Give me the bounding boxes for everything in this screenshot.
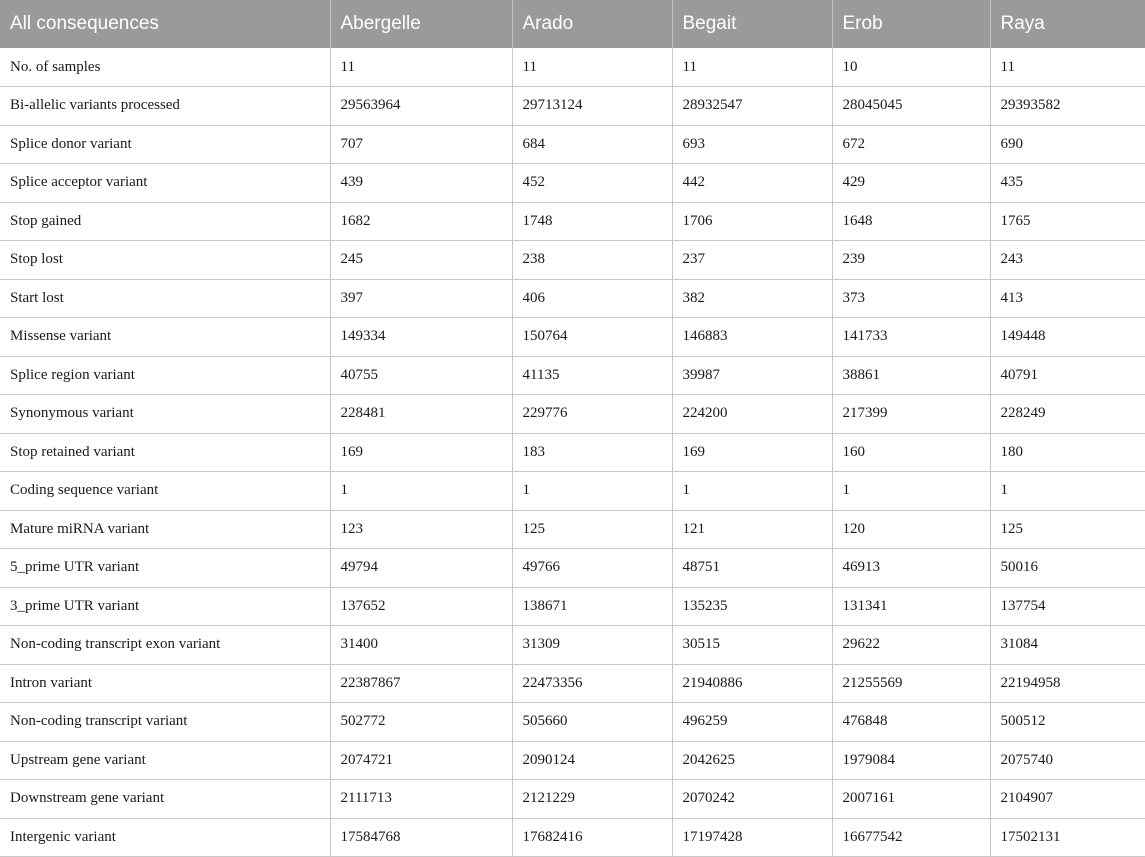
- cell-erob: 120: [832, 510, 990, 549]
- cell-arado: 2121229: [512, 780, 672, 819]
- row-label: 3_prime UTR variant: [0, 587, 330, 626]
- table-row: [0, 87, 1145, 126]
- cell-begait: 442: [672, 164, 832, 203]
- cell-abergelle: 439: [330, 164, 512, 203]
- row-label: 5_prime UTR variant: [0, 549, 330, 588]
- cell-abergelle: 22387867: [330, 664, 512, 703]
- row-label: Non-coding transcript variant: [0, 703, 330, 742]
- cell-erob: 672: [832, 125, 990, 164]
- cell-erob: 141733: [832, 318, 990, 357]
- cell-abergelle: 2074721: [330, 741, 512, 780]
- cell-begait: 30515: [672, 626, 832, 665]
- cell-erob: 16677542: [832, 818, 990, 857]
- cell-raya: 690: [990, 125, 1145, 164]
- cell-raya: 149448: [990, 318, 1145, 357]
- cell-raya: 435: [990, 164, 1145, 203]
- row-label: Non-coding transcript exon variant: [0, 626, 330, 665]
- cell-raya: 413: [990, 279, 1145, 318]
- cell-arado: 125: [512, 510, 672, 549]
- cell-begait: 382: [672, 279, 832, 318]
- cell-erob: 373: [832, 279, 990, 318]
- cell-abergelle: 502772: [330, 703, 512, 742]
- row-label: Mature miRNA variant: [0, 510, 330, 549]
- cell-abergelle: 245: [330, 241, 512, 280]
- cell-abergelle: 2111713: [330, 780, 512, 819]
- cell-arado: 452: [512, 164, 672, 203]
- table-row: [0, 433, 1145, 472]
- table-row: [0, 549, 1145, 588]
- cell-begait: 496259: [672, 703, 832, 742]
- cell-erob: 217399: [832, 395, 990, 434]
- table-row: [0, 318, 1145, 357]
- row-label: Start lost: [0, 279, 330, 318]
- cell-arado: 22473356: [512, 664, 672, 703]
- cell-abergelle: 707: [330, 125, 512, 164]
- table-row: [0, 818, 1145, 857]
- table-row: [0, 395, 1145, 434]
- cell-raya: 228249: [990, 395, 1145, 434]
- row-label: No. of samples: [0, 48, 330, 87]
- header-row: [0, 0, 1145, 48]
- header-raya: Raya: [990, 0, 1145, 48]
- cell-erob: 28045045: [832, 87, 990, 126]
- cell-begait: 693: [672, 125, 832, 164]
- cell-erob: 1648: [832, 202, 990, 241]
- table-row: [0, 241, 1145, 280]
- cell-arado: 1: [512, 472, 672, 511]
- row-label: Upstream gene variant: [0, 741, 330, 780]
- cell-arado: 183: [512, 433, 672, 472]
- cell-erob: 2007161: [832, 780, 990, 819]
- cell-arado: 229776: [512, 395, 672, 434]
- row-label: Synonymous variant: [0, 395, 330, 434]
- row-label: Intergenic variant: [0, 818, 330, 857]
- cell-raya: 137754: [990, 587, 1145, 626]
- cell-begait: 1706: [672, 202, 832, 241]
- cell-arado: 11: [512, 48, 672, 87]
- cell-begait: 2042625: [672, 741, 832, 780]
- cell-raya: 31084: [990, 626, 1145, 665]
- header-abergelle: Abergelle: [330, 0, 512, 48]
- cell-begait: 39987: [672, 356, 832, 395]
- cell-erob: 131341: [832, 587, 990, 626]
- table-row: [0, 356, 1145, 395]
- cell-begait: 146883: [672, 318, 832, 357]
- cell-arado: 238: [512, 241, 672, 280]
- cell-begait: 1: [672, 472, 832, 511]
- cell-arado: 684: [512, 125, 672, 164]
- table-row: [0, 202, 1145, 241]
- header-erob: Erob: [832, 0, 990, 48]
- cell-begait: 28932547: [672, 87, 832, 126]
- cell-raya: 180: [990, 433, 1145, 472]
- cell-abergelle: 137652: [330, 587, 512, 626]
- cell-begait: 17197428: [672, 818, 832, 857]
- cell-begait: 121: [672, 510, 832, 549]
- row-label: Intron variant: [0, 664, 330, 703]
- cell-abergelle: 29563964: [330, 87, 512, 126]
- cell-raya: 500512: [990, 703, 1145, 742]
- cell-raya: 40791: [990, 356, 1145, 395]
- cell-arado: 505660: [512, 703, 672, 742]
- row-label: Stop lost: [0, 241, 330, 280]
- table-header: [0, 0, 1145, 48]
- cell-raya: 1: [990, 472, 1145, 511]
- cell-begait: 11: [672, 48, 832, 87]
- cell-begait: 135235: [672, 587, 832, 626]
- cell-erob: 476848: [832, 703, 990, 742]
- table-row: [0, 664, 1145, 703]
- cell-begait: 237: [672, 241, 832, 280]
- cell-abergelle: 123: [330, 510, 512, 549]
- cell-erob: 21255569: [832, 664, 990, 703]
- cell-raya: 2104907: [990, 780, 1145, 819]
- cell-raya: 50016: [990, 549, 1145, 588]
- row-label: Splice donor variant: [0, 125, 330, 164]
- cell-abergelle: 11: [330, 48, 512, 87]
- row-label: Splice acceptor variant: [0, 164, 330, 203]
- cell-raya: 125: [990, 510, 1145, 549]
- table-row: [0, 279, 1145, 318]
- row-label: Missense variant: [0, 318, 330, 357]
- cell-begait: 48751: [672, 549, 832, 588]
- cell-erob: 160: [832, 433, 990, 472]
- cell-erob: 1: [832, 472, 990, 511]
- cell-arado: 1748: [512, 202, 672, 241]
- cell-raya: 2075740: [990, 741, 1145, 780]
- cell-raya: 22194958: [990, 664, 1145, 703]
- table-row: [0, 125, 1145, 164]
- cell-abergelle: 149334: [330, 318, 512, 357]
- cell-begait: 2070242: [672, 780, 832, 819]
- table-row: [0, 472, 1145, 511]
- cell-abergelle: 228481: [330, 395, 512, 434]
- cell-abergelle: 40755: [330, 356, 512, 395]
- cell-abergelle: 1: [330, 472, 512, 511]
- cell-abergelle: 397: [330, 279, 512, 318]
- table-row: [0, 48, 1145, 87]
- cell-abergelle: 169: [330, 433, 512, 472]
- header-begait: Begait: [672, 0, 832, 48]
- header-consequence: All consequences: [0, 0, 330, 48]
- cell-arado: 41135: [512, 356, 672, 395]
- cell-erob: 10: [832, 48, 990, 87]
- cell-arado: 31309: [512, 626, 672, 665]
- cell-begait: 224200: [672, 395, 832, 434]
- cell-abergelle: 31400: [330, 626, 512, 665]
- cell-arado: 17682416: [512, 818, 672, 857]
- cell-erob: 429: [832, 164, 990, 203]
- cell-erob: 239: [832, 241, 990, 280]
- table-row: [0, 510, 1145, 549]
- cell-erob: 46913: [832, 549, 990, 588]
- cell-raya: 17502131: [990, 818, 1145, 857]
- cell-raya: 11: [990, 48, 1145, 87]
- cell-abergelle: 17584768: [330, 818, 512, 857]
- row-label: Downstream gene variant: [0, 780, 330, 819]
- table-row: [0, 780, 1145, 819]
- cell-raya: 243: [990, 241, 1145, 280]
- cell-arado: 406: [512, 279, 672, 318]
- cell-arado: 49766: [512, 549, 672, 588]
- table-row: [0, 164, 1145, 203]
- cell-begait: 21940886: [672, 664, 832, 703]
- cell-abergelle: 49794: [330, 549, 512, 588]
- table-row: [0, 587, 1145, 626]
- cell-arado: 2090124: [512, 741, 672, 780]
- table-body: [0, 48, 1145, 857]
- table-row: [0, 741, 1145, 780]
- cell-erob: 38861: [832, 356, 990, 395]
- row-label: Bi-allelic variants processed: [0, 87, 330, 126]
- cell-raya: 29393582: [990, 87, 1145, 126]
- row-label: Splice region variant: [0, 356, 330, 395]
- row-label: Stop retained variant: [0, 433, 330, 472]
- cell-erob: 29622: [832, 626, 990, 665]
- cell-begait: 169: [672, 433, 832, 472]
- cell-arado: 150764: [512, 318, 672, 357]
- cell-arado: 29713124: [512, 87, 672, 126]
- row-label: Stop gained: [0, 202, 330, 241]
- cell-erob: 1979084: [832, 741, 990, 780]
- row-label: Coding sequence variant: [0, 472, 330, 511]
- table-row: [0, 703, 1145, 742]
- header-arado: Arado: [512, 0, 672, 48]
- cell-raya: 1765: [990, 202, 1145, 241]
- cell-abergelle: 1682: [330, 202, 512, 241]
- cell-arado: 138671: [512, 587, 672, 626]
- table-row: [0, 626, 1145, 665]
